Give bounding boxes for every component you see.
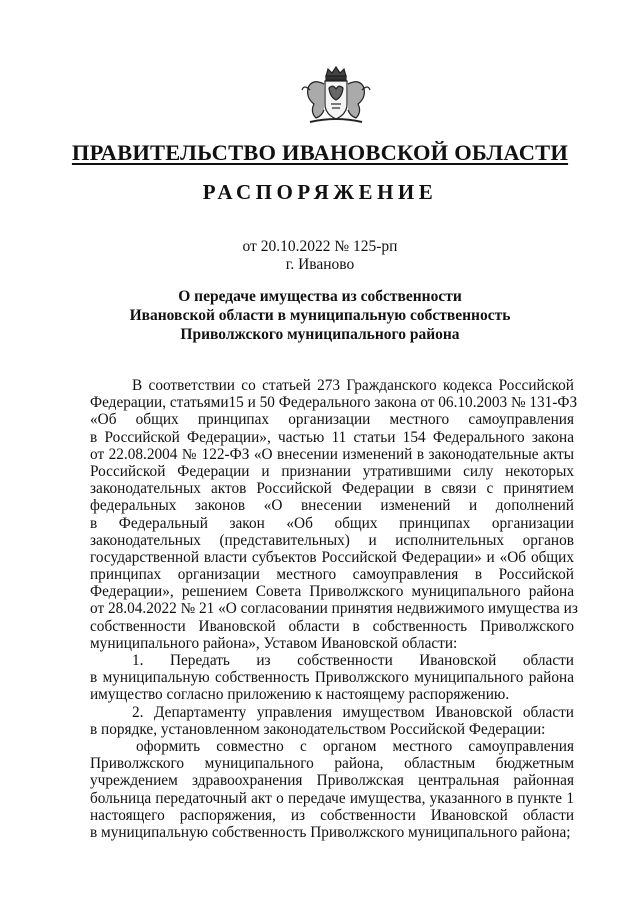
body-line: от 28.04.2022 № 21 «О согласовании принятия недвижимого имущества из [90, 600, 578, 618]
body-line: Российской Федерации и признании утратившими силу некоторых [90, 462, 574, 480]
body-line: Приволжского муниципального района, областным бюджетным [90, 755, 574, 773]
document-subject [100, 287, 540, 344]
body-line: принципах организации местного самоуправления в Российской [90, 566, 574, 584]
body-line: федеральных законов «О внесении изменений и дополнений [90, 497, 574, 515]
coat-of-arms-icon [298, 64, 374, 126]
body-line: в порядке, установленном законодательством Российской Федерации: [90, 720, 546, 738]
body-line: оформить совместно с органом местного самоуправления [136, 737, 574, 755]
body-line: 1. Передать из собственности Ивановской области [132, 652, 574, 669]
date-number: от 20.10.2022 № 125-рп [242, 238, 398, 255]
body-line: учреждением здравоохранения Приволжская центральная районная [90, 772, 574, 790]
body-line: в Федеральный закон «Об общих принципах организации [90, 514, 574, 532]
body-line: в Российской Федерации», частью 11 статьи 154 Федерального закона [90, 428, 574, 446]
body-line: собственности Ивановской области в собственность Приволжского [90, 617, 574, 635]
document-meta [240, 238, 400, 274]
body-line: муниципального района», Уставом Ивановской области: [90, 634, 458, 652]
body-line: от 22.08.2004 № 122-ФЗ «О внесении изменений в законодательные акты [90, 445, 574, 463]
body-line: имущество согласно приложению к настоящему распоряжению. [90, 686, 510, 704]
body-line: В соответствии со статьей 273 Гражданского кодекса Российской [132, 377, 574, 394]
body-line: 2. Департаменту управления имуществом Ивановской области [132, 703, 574, 721]
subject-line: О передаче имущества из собственности [178, 288, 462, 305]
subject-line: Ивановской области в муниципальную собственность [129, 307, 511, 324]
body-line: «Об общих принципах организации местного самоуправления [90, 411, 574, 429]
body-line: законодательных актов Российской Федерации в связи с принятием [90, 480, 574, 498]
document-type: РАСПОРЯЖЕНИЕ [202, 180, 438, 204]
body-line: в муниципальную собственность Приволжского муниципального района; [90, 823, 571, 841]
body-line: законодательных (представительных) и исполнительных органов [90, 531, 574, 549]
city: г. Иваново [285, 256, 355, 273]
body-line: в муниципальную собственность Приволжского муниципального района [90, 669, 574, 687]
body-line: государственной власти субъектов Российской Федерации» и «Об общих [90, 548, 574, 566]
government-title: ПРАВИТЕЛЬСТВО ИВАНОВСКОЙ ОБЛАСТИ [71, 140, 569, 165]
body-line: настоящего распоряжения, из собственности Ивановской области [90, 806, 574, 824]
subject-line: Приволжского муниципального района [180, 326, 460, 343]
body-line: Федерации, статьями15 и 50 Федерального закона от 06.10.2003 № 131-ФЗ [90, 394, 578, 412]
body-line: Федерации», решением Совета Приволжского муниципального района [90, 583, 574, 601]
document-body [90, 377, 578, 841]
body-line: больница передаточный акт о передаче имущества, указанного в пункте 1 [90, 789, 574, 807]
